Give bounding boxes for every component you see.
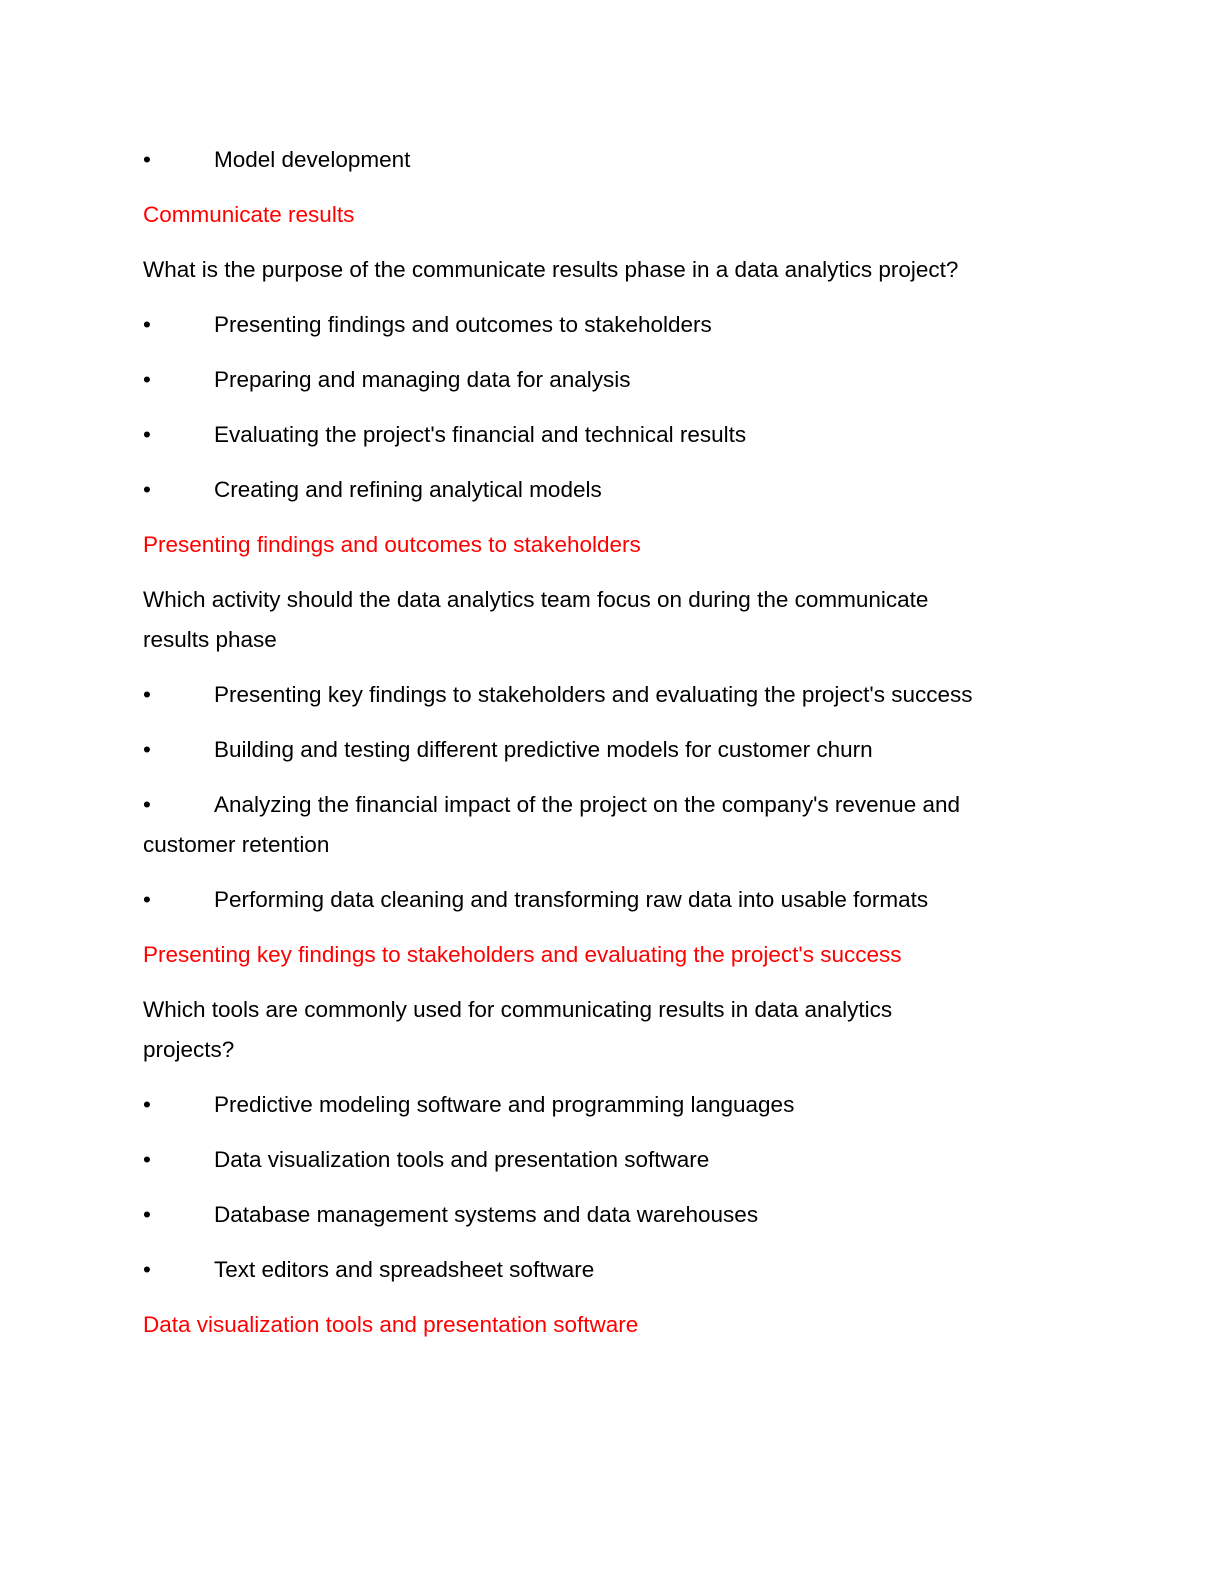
bullet-icon: • — [143, 147, 151, 172]
option-text-continued: customer retention — [143, 832, 330, 857]
option-text: Data visualization tools and presentation software — [214, 1147, 710, 1172]
bullet-icon: • — [143, 682, 151, 707]
bullet-icon: • — [143, 1202, 151, 1227]
option-text: Building and testing different predictive models for customer churn — [214, 737, 873, 762]
option-text: Presenting findings and outcomes to stakeholders — [214, 312, 712, 337]
question-text-continued: projects? — [143, 1037, 235, 1062]
option-text: Creating and refining analytical models — [214, 477, 602, 502]
option-text: Preparing and managing data for analysis — [214, 367, 631, 392]
question-text: Which tools are commonly used for communicating results in data analytics — [143, 997, 893, 1022]
bullet-icon: • — [143, 887, 151, 912]
option-text: Presenting key findings to stakeholders and evaluating the project's success — [214, 682, 973, 707]
option-text: Analyzing the financial impact of the project on the company's revenue and — [214, 792, 960, 817]
option-text: Model development — [214, 147, 411, 172]
question-text: Which activity should the data analytics team focus on during the communicate — [143, 587, 929, 612]
bullet-icon: • — [143, 1147, 151, 1172]
bullet-icon: • — [143, 367, 151, 392]
answer-text: Data visualization tools and presentation software — [143, 1312, 639, 1337]
bullet-icon: • — [143, 477, 151, 502]
option-text: Evaluating the project's financial and technical results — [214, 422, 747, 447]
bullet-icon: • — [143, 422, 151, 447]
answer-text: Communicate results — [143, 202, 355, 227]
bullet-icon: • — [143, 792, 151, 817]
bullet-icon: • — [143, 1257, 151, 1282]
option-text: Performing data cleaning and transforming raw data into usable formats — [214, 887, 929, 912]
bullet-icon: • — [143, 737, 151, 762]
answer-text: Presenting findings and outcomes to stakeholders — [143, 532, 641, 557]
question-text: What is the purpose of the communicate results phase in a data analytics project? — [143, 257, 959, 282]
question-text-continued: results phase — [143, 627, 277, 652]
bullet-icon: • — [143, 1092, 151, 1117]
option-text: Predictive modeling software and programming languages — [214, 1092, 795, 1117]
option-text: Database management systems and data warehouses — [214, 1202, 759, 1227]
option-text: Text editors and spreadsheet software — [214, 1257, 595, 1282]
bullet-icon: • — [143, 312, 151, 337]
answer-text: Presenting key findings to stakeholders and evaluating the project's success — [143, 942, 902, 967]
